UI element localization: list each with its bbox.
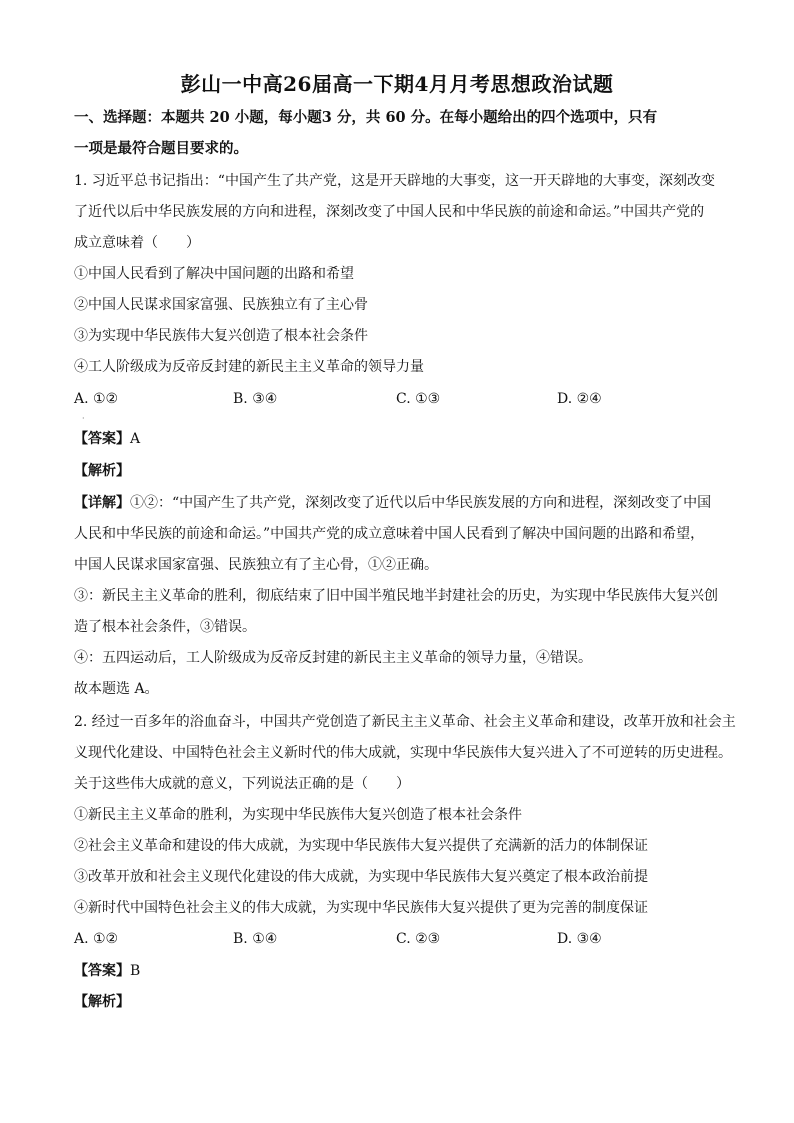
q2-stem-line2: 义现代化建设、中国特色社会主义新时代的伟大成就，实现中华民族伟大复兴进入了不可逆转的历史进程。	[74, 745, 732, 761]
q1-option-d: D. ②④	[557, 391, 602, 407]
stray-dot: ·	[82, 414, 85, 423]
q2-statement-2: ②社会主义革命和建设的伟大成就，为实现中华民族伟大复兴提供了充满新的活力的体制保证	[74, 838, 648, 854]
q1-statement-4: ④工人阶级成为反帝反封建的新民主主义革命的领导力量	[74, 359, 424, 375]
q1-statement-1: ①中国人民看到了解决中国问题的出路和希望	[74, 266, 354, 282]
q1-detail-line1: 【详解】①②：“中国产生了共产党，深刻改变了近代以后中华民族发展的方向和进程，深刻改变了中国	[74, 495, 712, 511]
q2-statement-1: ①新民主主义革命的胜利，为实现中华民族伟大复兴创造了根本社会条件	[74, 807, 522, 823]
q1-statement-3: ③为实现中华民族伟大复兴创造了根本社会条件	[74, 328, 368, 344]
q2-answer	[74, 961, 734, 981]
q2-answer-value: B	[130, 963, 141, 979]
q2-option-b: B. ①④	[233, 931, 278, 947]
q2-statement-3: ③改革开放和社会主义现代化建设的伟大成就，为实现中华民族伟大复兴奠定了根本政治前提	[74, 869, 648, 885]
q2-option-d: D. ③④	[557, 931, 602, 947]
q1-stem-line3: 成立意味着（ ）	[74, 235, 200, 251]
q1-detail-line2: 人民和中华民族的前途和命运。”中国共产党的成立意味着中国人民看到了解决中国问题的出路和希望，	[74, 526, 705, 542]
q1-stem-line1: 1. 习近平总书记指出：“中国产生了共产党，这是开天辟地的大事变，这一开天辟地的大事变，深刻改变	[74, 173, 715, 189]
q2-stem-line1: 2. 经过一百多年的浴血奋斗，中国共产党创造了新民主主义革命、社会主义革命和建设，改革开放和社会主	[74, 714, 736, 730]
q1-answer-tag: 【答案】	[74, 431, 130, 447]
page-title: 彭山一中高26届高一下期4月月考思想政治试题	[180, 72, 614, 96]
q1-detail-line5: 造了根本社会条件，③错误。	[74, 619, 256, 635]
section-heading-line1: 一、选择题：本题共 20 小题，每小题3 分，共 60 分。在每小题给出的四个选项中，只有	[74, 109, 658, 126]
q1-answer	[74, 429, 734, 449]
q2-option-a: A. ①②	[74, 931, 119, 947]
q1-detail-line6: ④：五四运动后，工人阶级成为反帝反封建的新民主主义革命的领导力量，④错误。	[74, 650, 592, 666]
q1-answer-value: A	[130, 431, 141, 447]
q1-detail-line3: 中国人民谋求国家富强、民族独立有了主心骨，①②正确。	[74, 557, 438, 573]
q2-answer-tag: 【答案】	[74, 963, 130, 979]
q2-option-c: C. ②③	[396, 931, 441, 947]
q2-stem-line3: 关于这些伟大成就的意义，下列说法正确的是（ ）	[74, 776, 410, 792]
q1-detail-line4: ③：新民主主义革命的胜利，彻底结束了旧中国半殖民地半封建社会的历史，为实现中华民族伟大复兴创	[74, 588, 718, 604]
q2-analysis-heading: 【解析】	[74, 994, 130, 1010]
q2-statement-4: ④新时代中国特色社会主义的伟大成就，为实现中华民族伟大复兴提供了更为完善的制度保证	[74, 900, 648, 916]
q1-option-b: B. ③④	[233, 391, 278, 407]
section-heading-line2: 一项是最符合题目要求的。	[74, 140, 248, 157]
q1-conclusion: 故本题选 A。	[74, 681, 159, 697]
q1-detail-tag: 【详解】	[74, 495, 130, 511]
q1-option-a: A. ①②	[74, 391, 119, 407]
q1-option-c: C. ①③	[396, 391, 441, 407]
q1-analysis-heading: 【解析】	[74, 463, 130, 479]
q1-stem-line2: 了近代以后中华民族发展的方向和进程，深刻改变了中国人民和中华民族的前途和命运。”中国共产党的	[74, 204, 705, 220]
q1-statement-2: ②中国人民谋求国家富强、民族独立有了主心骨	[74, 297, 368, 313]
